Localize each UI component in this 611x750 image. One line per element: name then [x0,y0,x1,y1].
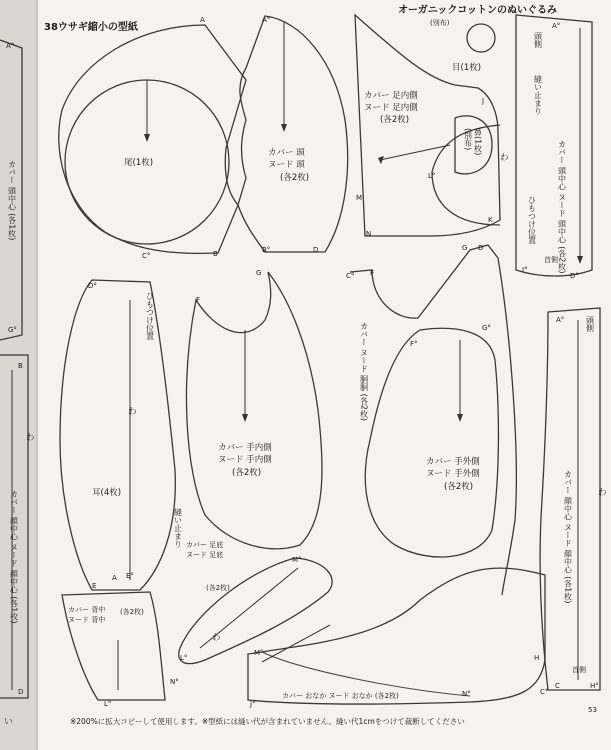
hand-inner-label-2: ヌード 手内側 [218,455,272,465]
belly-label: カバー おなか ヌード おなか (各2枚) [282,692,399,700]
foot-inner-point-m: M [356,194,363,202]
tail-piece [59,16,246,260]
back-center-label-1: カバー 背中 [68,606,106,614]
eye-label-top: (別布) [430,19,450,27]
belly-point-h: H [534,654,540,662]
back-center-point-l: L° [104,700,112,708]
sole-label-3: (各2枚) [206,584,230,592]
ear-piece [60,280,183,590]
head-center-stop: 縫い止まり [533,75,543,115]
foot-inner-label-1: カバー 足内側 [364,91,418,101]
ear-stop: 縫い止まり [173,508,183,548]
tail-point-b: B [213,250,218,258]
head-center-tie: ひもつけ位置 [527,196,537,244]
head-center-point-i: I° [522,266,528,274]
nose-label-2: 鼻(1枚) [473,128,483,156]
foot-inner-point-l: L° [428,172,436,180]
tail-point-a: A [200,16,205,24]
nose-piece [455,116,492,174]
book-title: オーガニックコットンのぬいぐるみ [398,5,557,16]
head-center-label: カバー 頭中心 ヌード 頭中心 (各2枚) [557,140,567,274]
nose-label-1: (別布) [463,128,473,151]
sole-point-m: M° [292,556,302,564]
ear-point-d: D° [88,282,97,290]
eye-label: 目(1枚) [452,63,482,73]
belly-point-n: N° [462,690,471,698]
sole-point-n: N° [170,678,179,686]
body-point-c: C° [346,272,355,280]
back-center-label-2: ヌード 背中 [68,616,106,624]
hand-inner-label-3: (各2枚) [232,468,262,478]
foot-inner-point-k: K [488,216,493,224]
body-point-g2: G [462,244,468,252]
hand-outer-piece [365,328,498,557]
foot-inner-fold: わ [500,153,509,163]
ear-point-e2: E° [126,572,134,580]
head-center-point-d: D° [570,272,579,280]
belly-point-m: M° [254,649,264,657]
belly-point-j: J° [250,700,256,708]
face-center-label: カバー 顔中心 ヌード 顔中心 (各1枚) [563,470,573,604]
hand-inner-point-g: G [256,269,262,277]
sole-point-l: L° [180,654,188,662]
hand-outer-label-1: カバー 手外側 [426,457,480,467]
face-center-point-h: H° [590,682,599,690]
body-point-g: G° [482,324,491,332]
face-center-top: 頭側 [585,316,595,332]
hand-inner-point-f: F [196,296,201,304]
face-center-point-c: C [555,682,560,690]
face-center-piece [540,308,607,690]
head-label-2: ヌード 頭 [268,160,305,170]
left-head-center-label: カバー 頭中心 (各1枚) [7,160,17,241]
body-piece [346,244,516,595]
head-point-d: D [313,246,319,254]
hand-inner-piece [186,269,322,549]
head-point-a: A° [262,16,271,24]
point-g-left: G° [8,326,17,334]
foot-inner-point-j: J [482,97,485,105]
point-b-left: B [18,362,23,370]
sole-fold: わ [212,633,221,643]
hand-outer-label-2: ヌード 手外側 [426,469,480,479]
ear-label: 耳(4枚) [92,488,122,498]
pattern-title: 38ウサギ縮小の型紙 [44,22,138,33]
body-point-d: D [478,244,484,252]
foot-inner-label-3: (各2枚) [380,115,410,125]
face-center-bottom: 首側 [572,666,586,674]
tail-label: 尾(1枚) [124,158,154,168]
head-point-b: B° [262,246,271,254]
ear-fold: わ [128,407,137,417]
foot-inner-piece [355,15,509,238]
foot-inner-label-2: ヌード 足内側 [364,103,418,113]
head-label-1: カバー 頭 [268,148,305,158]
left-fold-mark: わ [26,433,35,443]
body-point-f: F [370,269,375,277]
head-piece [238,16,348,254]
tail-point-c: C° [142,252,151,260]
ear-point-e: E [92,582,97,590]
left-face-center-label: カバー 顔中心 ヌード 顔中心 (各1枚) [9,490,19,624]
body-point-f2: F° [410,340,418,348]
page-gutter [0,0,36,750]
eye-piece [430,18,495,73]
hand-outer-label-3: (各2枚) [444,482,474,492]
left-page-fragment: い [4,717,13,727]
sole-label-1: カバー 足底 [186,541,224,549]
sole-piece [170,540,332,686]
head-center-point-a: A° [552,22,561,30]
ear-point-a: A [112,574,117,582]
foot-inner-point-n: N [366,230,372,238]
face-center-fold: わ [598,488,607,498]
head-label-3: (各2枚) [280,173,310,183]
back-center-label-3: (各2枚) [120,608,144,616]
back-center-piece [62,592,165,708]
head-center-top: 頭側 [533,32,543,48]
head-center-piece [516,15,592,280]
point-d-left: D [18,688,24,696]
sole-label-2: ヌード 足底 [186,551,224,559]
point-a-left: A° [6,42,15,50]
body-label: カバー ヌード 胴胴 (各2枚) [359,322,369,421]
face-center-point-a: A° [556,316,565,324]
hand-inner-label-1: カバー 手内側 [218,443,272,453]
head-center-bottom: 首側 [544,256,558,264]
page-number: 53 [588,706,597,714]
footer-note: ※200%に拡大コピーして使用します。※型紙には縫い代が含まれていません。縫い代1cmをつけて裁断してください [70,717,465,726]
ear-tie: ひもつけ位置 [145,292,155,340]
belly-point-c: C° [540,688,549,696]
